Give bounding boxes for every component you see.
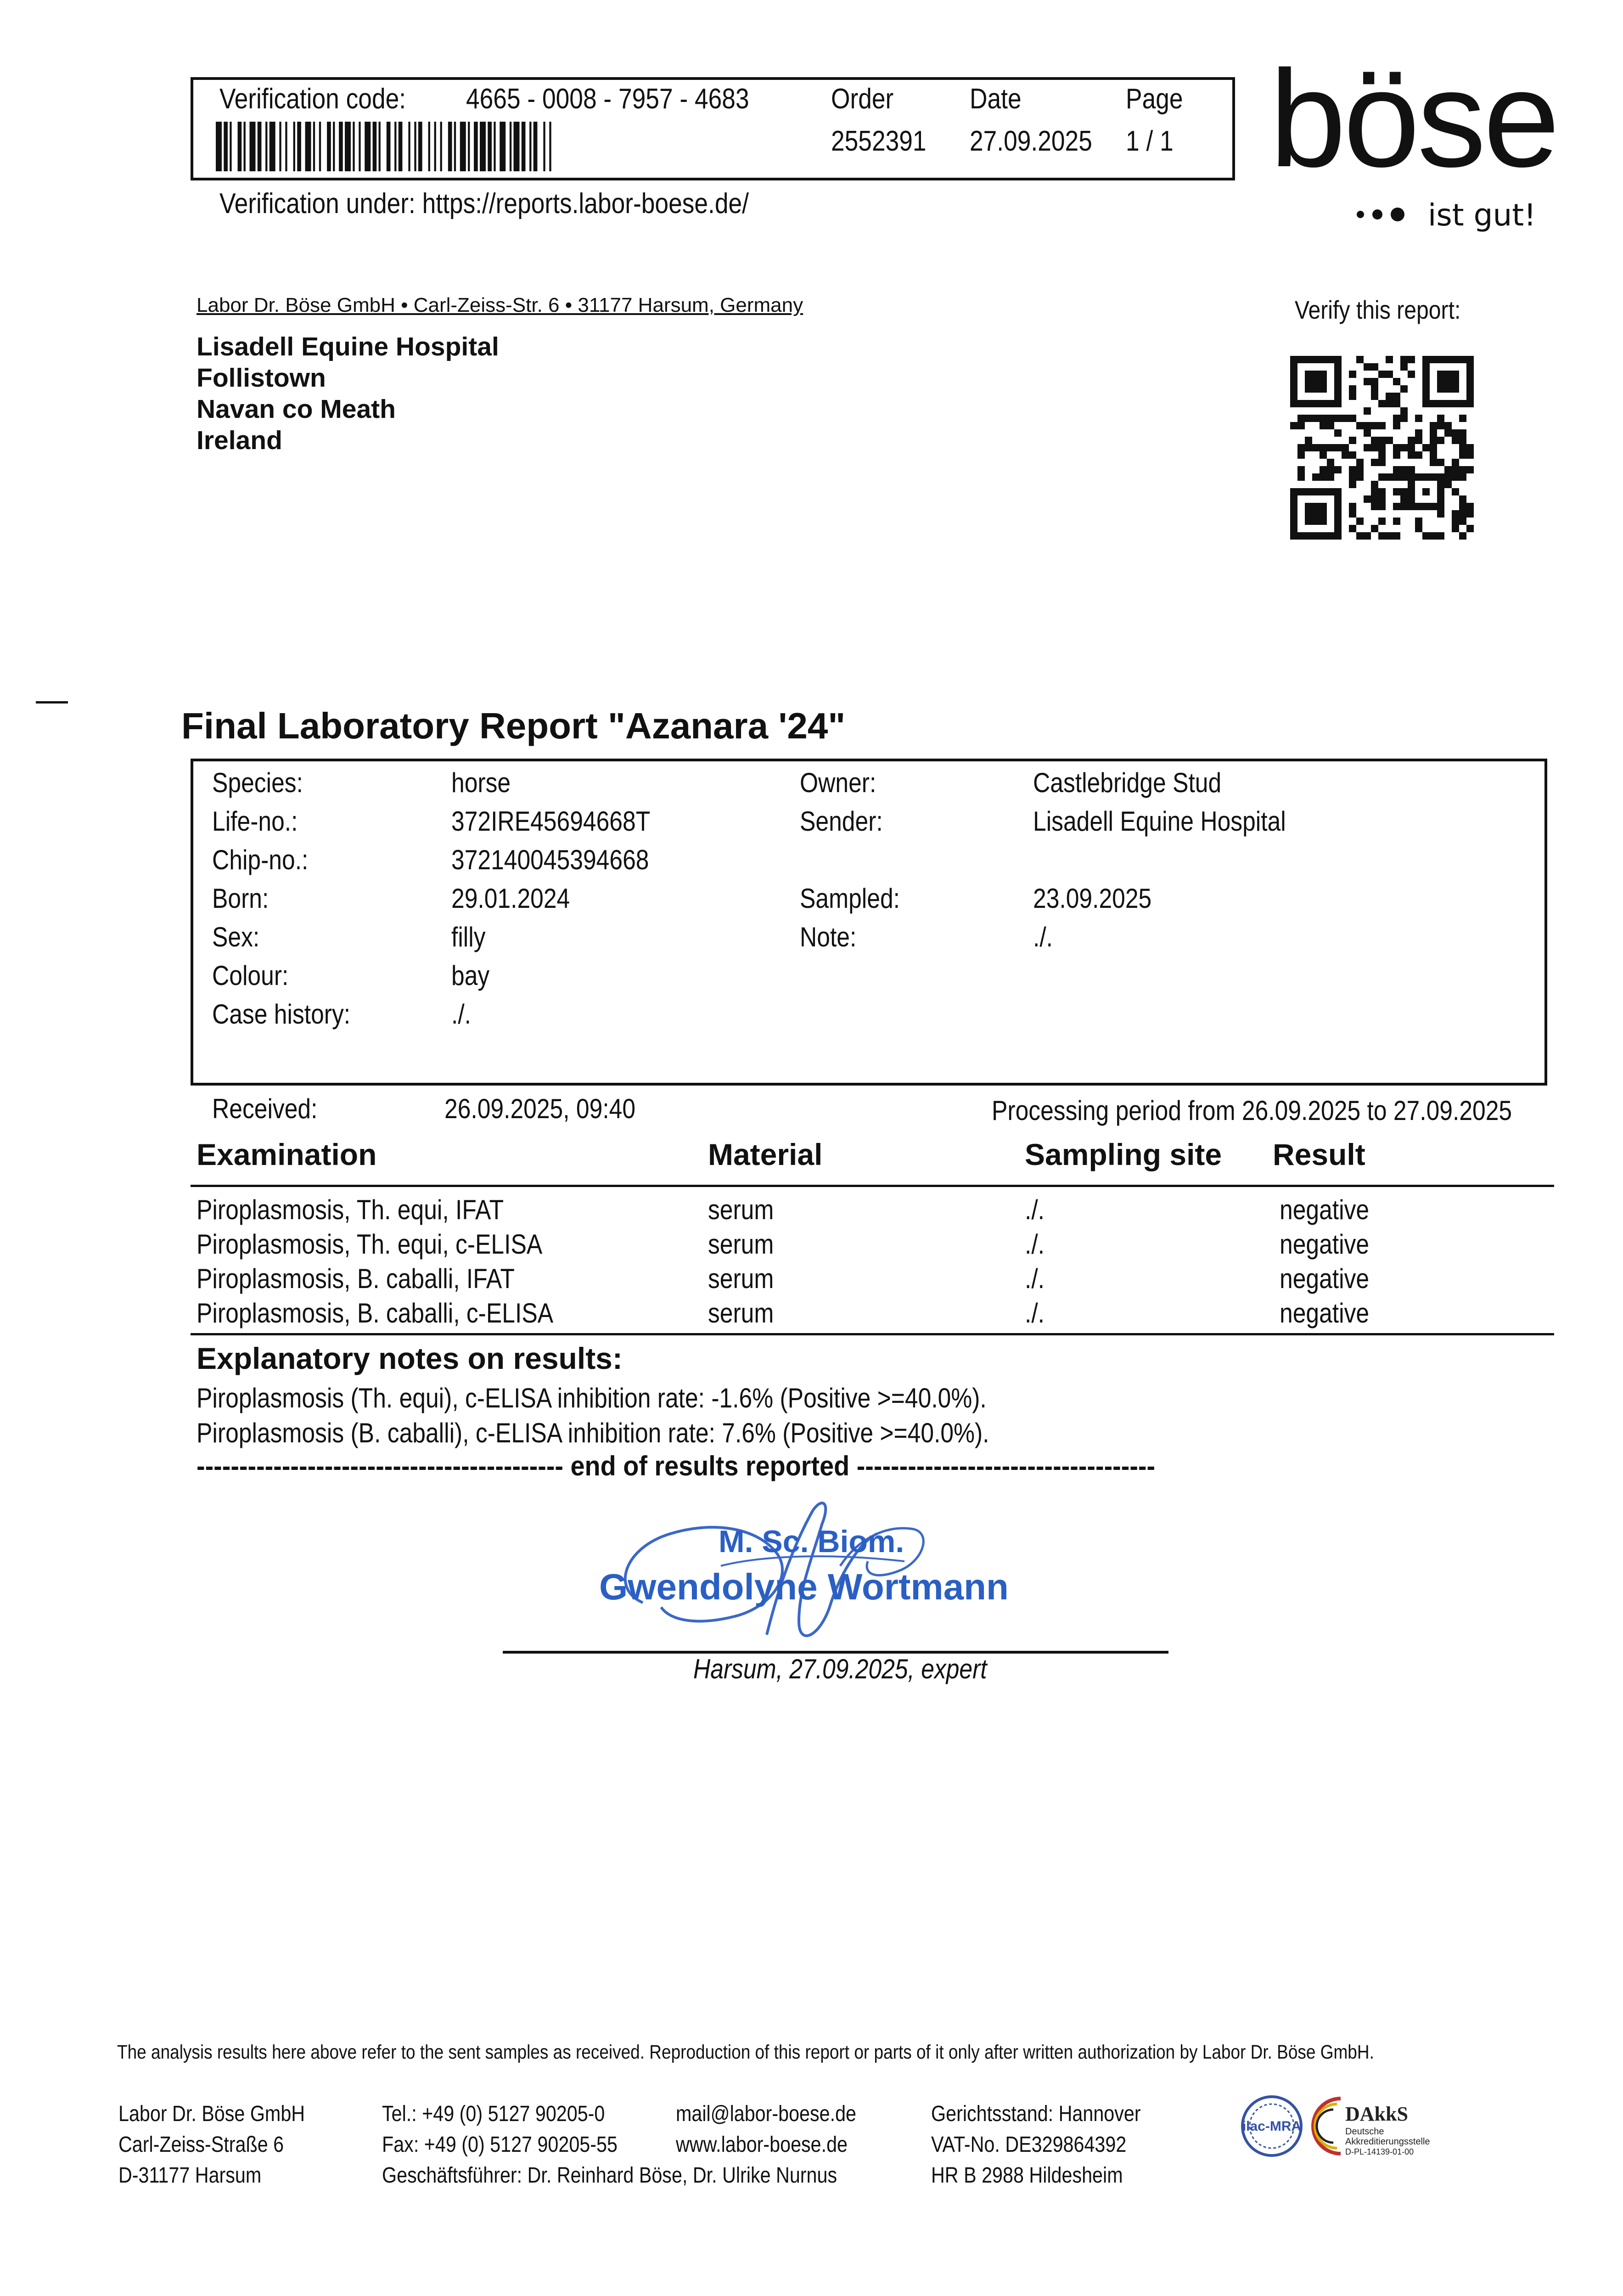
col-header-sampling-site: Sampling site (1025, 1137, 1222, 1171)
verification-url: Verification under: https://reports.labor-boese.de/ (219, 188, 749, 219)
col-header-result: Result (1273, 1137, 1365, 1171)
footer-vat: VAT-No. DE329864392 (931, 2133, 1127, 2157)
note-label: Note: (800, 922, 857, 952)
qr-code-icon[interactable] (1290, 356, 1474, 540)
end-of-results-line: ------------------------------------------- end of results reported ----------------------------------- (197, 1451, 1156, 1481)
signature-title: M. Sc. Biom. (719, 1524, 904, 1559)
logo-tagline: ist gut! (1428, 197, 1536, 233)
lab-return-address: Labor Dr. Böse GmbH • Carl-Zeiss-Str. 6 • 31177 Harsum, Germany (197, 294, 803, 316)
material-cell: serum (708, 1263, 774, 1294)
sampled-label: Sampled: (800, 883, 900, 914)
owner-value: Castlebridge Stud (1033, 767, 1222, 798)
patient-field-value: 29.01.2024 (451, 883, 570, 914)
ilac-label: ilac-MRA (1242, 2119, 1302, 2134)
footer-street: Carl-Zeiss-Straße 6 (118, 2133, 284, 2157)
report-date: 27.09.2025 (970, 125, 1092, 157)
patient-field-value: horse (451, 767, 511, 798)
signature-caption: Harsum, 27.09.2025, expert (693, 1654, 987, 1684)
dakks-sub2: Akkreditierungsstelle (1345, 2137, 1430, 2147)
dakks-icon (1313, 2099, 1430, 2156)
processing-period: Processing period from 26.09.2025 to 27.09.2025 (992, 1095, 1512, 1126)
footer-company-name: Labor Dr. Böse GmbH (118, 2102, 305, 2126)
barcode (216, 122, 553, 171)
patient-field-value: bay (451, 960, 490, 991)
result-cell: negative (1280, 1229, 1370, 1260)
order-number: 2552391 (831, 125, 927, 157)
fold-mark (36, 701, 68, 703)
patient-field-value: filly (451, 922, 486, 952)
received-label: Received: (212, 1093, 318, 1124)
verification-code-label: Verification code: (219, 83, 406, 115)
accreditation-logos (1235, 2085, 1474, 2167)
col-header-examination: Examination (197, 1137, 377, 1171)
note-value: ./. (1033, 922, 1053, 952)
sampling-site-cell: ./. (1025, 1194, 1045, 1225)
notes-heading: Explanatory notes on results: (197, 1341, 623, 1375)
footer-fax: Fax: +49 (0) 5127 90205-55 (382, 2133, 618, 2157)
date-label: Date (970, 83, 1022, 115)
sender-label: Sender: (800, 806, 883, 837)
ilac-mra-icon (1242, 2097, 1301, 2155)
verification-code: 4665 - 0008 - 7957 - 4683 (466, 83, 749, 115)
recipient-line-2: Follistown (197, 363, 326, 393)
material-cell: serum (708, 1298, 774, 1328)
footer-managers: Geschäftsführer: Dr. Reinhard Böse, Dr. Ulrike Nurnus (382, 2163, 837, 2188)
patient-field-label: Colour: (212, 960, 289, 991)
footer-company-address (118, 2099, 305, 2191)
result-cell: negative (1280, 1194, 1370, 1225)
dakks-id: D-PL-14139-01-00 (1345, 2147, 1414, 2156)
patient-field-value: ./. (451, 999, 472, 1030)
sender-value: Lisadell Equine Hospital (1033, 806, 1286, 837)
patient-field-value: 372140045394668 (451, 844, 649, 875)
footer-legal-block (931, 2099, 1141, 2191)
table-bottom-rule (191, 1333, 1554, 1335)
patient-field-value: 372IRE45694668T (451, 806, 651, 837)
result-cell: negative (1280, 1263, 1370, 1294)
footer-disclaimer: The analysis results here above refer to the sent samples as received. Reproduction of this report or parts of it only after written authorization by Labor Dr. Böse GmbH. (117, 2041, 1374, 2063)
material-cell: serum (708, 1229, 774, 1260)
owner-label: Owner: (800, 767, 876, 798)
footer-court: Gerichtsstand: Hannover (931, 2102, 1141, 2126)
signature-name: Gwendolyne Wortmann (599, 1566, 1009, 1607)
material-cell: serum (708, 1194, 774, 1225)
footer-website-link[interactable]: www.labor-boese.de (676, 2133, 848, 2157)
received-value: 26.09.2025, 09:40 (444, 1093, 636, 1124)
patient-field-label: Chip-no.: (212, 844, 309, 875)
logo-dots-icon (1357, 208, 1413, 221)
note-line-babesia: Piroplasmosis (B. caballi), c-ELISA inhibition rate: 7.6% (Positive >=40.0%). (197, 1418, 989, 1448)
examination-cell: Piroplasmosis, B. caballi, IFAT (197, 1263, 515, 1294)
sampling-site-cell: ./. (1025, 1298, 1045, 1328)
table-header-rule (191, 1185, 1554, 1187)
page-number: 1 / 1 (1126, 125, 1174, 157)
sampling-site-cell: ./. (1025, 1229, 1045, 1260)
recipient-name: Lisadell Equine Hospital (197, 332, 499, 361)
footer-contact-block (676, 2099, 856, 2160)
col-header-material: Material (708, 1137, 823, 1171)
order-label: Order (831, 83, 894, 115)
footer-email-link[interactable]: mail@labor-boese.de (676, 2102, 856, 2126)
footer-register: HR B 2988 Hildesheim (931, 2163, 1123, 2188)
examination-cell: Piroplasmosis, Th. equi, c-ELISA (197, 1229, 543, 1260)
bose-logo: böse (1269, 41, 1557, 196)
patient-field-label: Species: (212, 767, 303, 798)
result-cell: negative (1280, 1298, 1370, 1328)
patient-field-label: Born: (212, 883, 269, 914)
recipient-country: Ireland (197, 426, 282, 455)
sampling-site-cell: ./. (1025, 1263, 1045, 1294)
patient-field-label: Case history: (212, 999, 351, 1030)
patient-field-label: Sex: (212, 922, 260, 952)
footer-phone: Tel.: +49 (0) 5127 90205-0 (382, 2102, 605, 2126)
sampled-value: 23.09.2025 (1033, 883, 1152, 914)
recipient-line-3: Navan co Meath (197, 394, 396, 424)
verify-report-label: Verify this report: (1295, 295, 1461, 324)
report-title: Final Laboratory Report "Azanara '24" (181, 705, 846, 746)
footer-city: D-31177 Harsum (118, 2163, 262, 2188)
examination-cell: Piroplasmosis, Th. equi, IFAT (197, 1194, 504, 1225)
note-line-theileria: Piroplasmosis (Th. equi), c-ELISA inhibition rate: -1.6% (Positive >=40.0%). (197, 1383, 987, 1413)
examination-cell: Piroplasmosis, B. caballi, c-ELISA (197, 1298, 554, 1328)
dakks-sub1: Deutsche (1345, 2127, 1384, 2137)
patient-field-label: Life-no.: (212, 806, 298, 837)
page-label: Page (1126, 83, 1183, 115)
dakks-label: DAkkS (1345, 2103, 1408, 2125)
